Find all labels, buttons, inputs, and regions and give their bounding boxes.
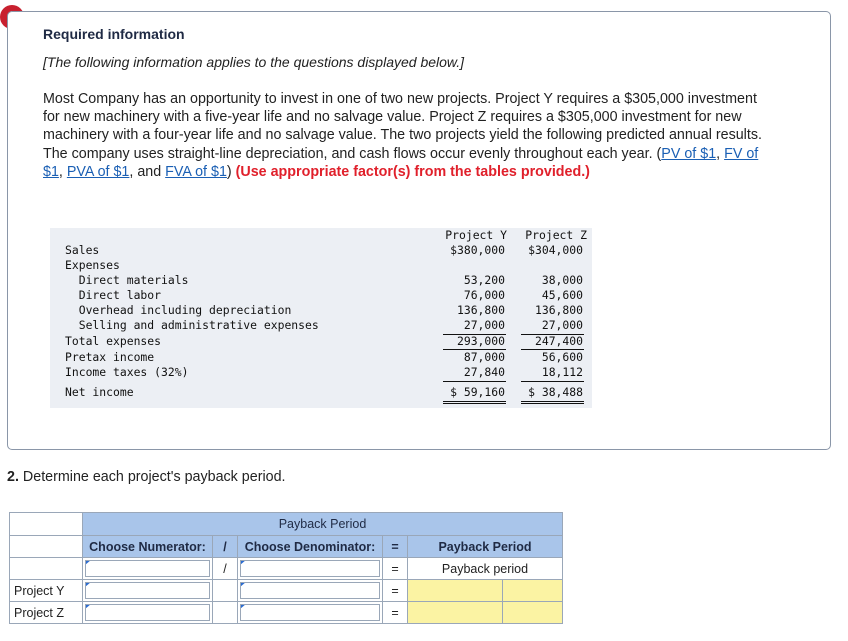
result-subheader: Payback period [408,558,563,580]
project-y-value: 136,800 [456,303,505,317]
project-z-payback-input[interactable] [408,602,503,624]
denominator-label-input[interactable] [238,558,383,580]
table-row [50,334,592,349]
question-prompt: 2. Determine each project's payback period. [7,469,286,485]
table-header-row [50,228,592,243]
project-z-value: $304,000 [528,243,583,257]
empty-cell [10,536,83,558]
factor-instruction: (Use appropriate factor(s) from the tables provided.) [235,163,590,180]
project-z-payback-unit[interactable] [503,602,563,624]
project-y-value: 293,000 [456,334,505,348]
table-row [50,318,592,333]
underline [443,381,506,382]
numerator-label-input[interactable] [83,558,213,580]
project-z-value: 56,600 [541,350,583,364]
payback-period-title: Payback Period [83,513,563,536]
table-row [50,385,592,400]
payback-header-row [10,536,563,558]
row-label: Pretax income [65,350,155,364]
project-y-payback-input[interactable] [408,580,503,602]
project-z-row [10,602,563,624]
project-z-value: 136,800 [534,303,583,317]
table-row [50,350,592,365]
project-z-label: Project Z [10,602,83,624]
row-label: Selling and administrative expenses [65,318,319,332]
column-header-project-z: Project Z [525,228,587,242]
project-z-denominator-input[interactable] [238,602,383,624]
row-label: Expenses [65,258,120,272]
double-underline [443,401,506,404]
project-z-value: 247,400 [534,334,583,348]
project-z-value: $ 38,488 [528,385,583,399]
row-label: Direct materials [65,273,189,287]
pv-of-1-link[interactable]: PV of $1 [661,145,717,162]
fva-of-1-link[interactable]: FVA of $1 [165,163,227,180]
row-label: Overhead including depreciation [65,303,292,317]
project-z-numerator-input[interactable] [83,602,213,624]
required-information-title: Required information [43,26,185,42]
row-label: Total expenses [65,334,162,348]
column-header-project-y: Project Y [445,228,507,242]
project-z-value: 27,000 [541,318,583,332]
double-underline [521,401,584,404]
project-z-value: 45,600 [541,288,583,302]
equals-symbol: = [383,602,408,624]
denominator-header: Choose Denominator: [238,536,383,558]
project-z-value: 18,112 [541,365,583,379]
row-label: Direct labor [65,288,162,302]
project-y-value: 53,200 [463,273,505,287]
project-y-payback-unit[interactable] [503,580,563,602]
project-z-value: 38,000 [541,273,583,287]
project-y-value: $380,000 [450,243,505,257]
table-row [50,303,592,318]
problem-description: Most Company has an opportunity to invest in one of two new projects. Project Y requires a $305,000 investment for new machinery with a five-year life and no salvage value. Project Z requires a $305,000 investment for new machinery with a four-year life and no salvage value. The two projects yield the following predicted annual results. The company uses straight-line depreciation, and cash flows occur evenly throughout each year. (PV of $1, FV of $1, PVA of $1, and FVA of $1) (Use appropriate factor(s) from the tables provided.) [43,91,762,180]
project-y-value: 87,000 [463,350,505,364]
pva-of-1-link[interactable]: PVA of $1 [66,163,130,180]
project-y-label: Project Y [10,580,83,602]
table-row [50,258,592,273]
divide-symbol [213,580,238,602]
fv-of-1-link[interactable]: FV of $1 [43,145,759,180]
project-y-value: 27,840 [463,365,505,379]
result-header: Payback Period [408,536,563,558]
row-label: Net income [65,385,134,399]
payback-title-row [10,513,563,536]
payback-period-table [9,512,563,624]
table-row [50,288,592,303]
project-y-value: 76,000 [463,288,505,302]
equals-symbol: = [383,536,408,558]
underline [521,381,584,382]
row-label: Sales [65,243,100,257]
payback-subheader-row [10,558,563,580]
table-row [50,273,592,288]
equals-symbol: = [383,558,408,580]
divide-symbol: / [213,536,238,558]
row-label: Income taxes (32%) [65,365,189,379]
table-row [50,243,592,258]
project-y-row [10,580,563,602]
divide-symbol [213,602,238,624]
numerator-header: Choose Numerator: [83,536,213,558]
project-y-value: $ 59,160 [450,385,505,399]
instruction-note: [The following information applies to the questions displayed below.] [43,54,465,70]
divide-symbol: / [213,558,238,580]
project-y-value: 27,000 [463,318,505,332]
empty-cell [10,513,83,536]
table-row [50,365,592,380]
equals-symbol: = [383,580,408,602]
income-statement-table [50,228,592,408]
project-y-denominator-input[interactable] [238,580,383,602]
project-y-numerator-input[interactable] [83,580,213,602]
empty-cell [10,558,83,580]
